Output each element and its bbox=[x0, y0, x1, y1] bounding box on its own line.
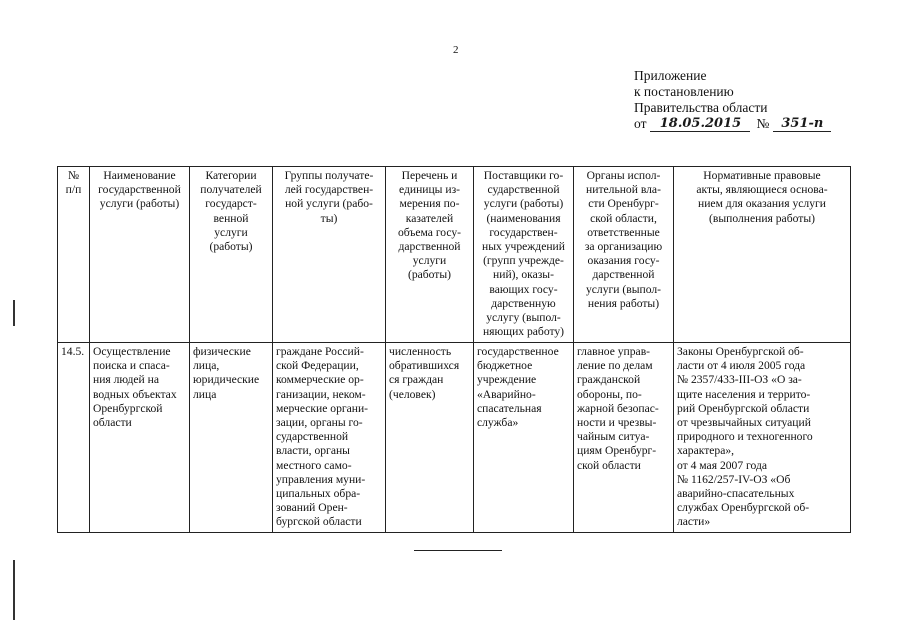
appendix-subtitle: к постановлению bbox=[634, 84, 734, 99]
cell-service-name: Осуществление поиска и спаса- ния людей на водных объектах Оренбургской области bbox=[90, 343, 190, 533]
header-legal-acts: Нормативные правовые акты, являющиеся основа- нием для оказания услуги (выполнения работы) bbox=[674, 167, 851, 343]
appendix-title: Приложение bbox=[634, 68, 707, 83]
cell-recipient-groups: граждане Россий- ской Федерации, коммерческие ор- ганизации, неком- мерческие органи- зации, органы го- сударственной власти, органы местного само- управления муни- ципальных обра- зований Орен- бургской области bbox=[273, 343, 386, 533]
cell-providers: государственное бюджетное учреждение «Аварийно- спасательная служба» bbox=[474, 343, 574, 533]
number-label: № bbox=[756, 116, 770, 131]
header-recipient-groups: Группы получате- лей государствен- ной услуги (рабо- ты) bbox=[273, 167, 386, 343]
cell-responsible-authorities: главное управ- ление по делам гражданской обороны, по- жарной безопас- ности и чрезвы- чайным ситуа- циям Оренбург- ской области bbox=[574, 343, 674, 533]
cell-legal-acts: Законы Оренбургской об- ласти от 4 июля 2005 года № 2357/433-III-ОЗ «О за- щите населения и террито- рий Оренбургской области от чрезвычайных ситуаций природного и техногенного характера», от 4 мая 2007 года № 1162/257-IV-ОЗ «Об аварийно-спасательных службах Оренбургской об- ласти» bbox=[674, 343, 851, 533]
scan-edge-mark bbox=[13, 560, 15, 620]
page-number: 2 bbox=[453, 44, 459, 56]
header-number: № п/п bbox=[58, 167, 90, 343]
handwritten-number: 351-п bbox=[773, 117, 831, 132]
appendix-government: Правительства области bbox=[634, 100, 768, 115]
footer-divider bbox=[414, 550, 502, 551]
header-volume-indicators: Перечень и единицы из- мерения по- казателей объема госу- дарственной услуги (работы) bbox=[386, 167, 474, 343]
table-header-row bbox=[58, 167, 851, 343]
cell-recipient-categories: физические лица, юридические лица bbox=[190, 343, 273, 533]
header-service-name: Наименование государственной услуги (работы) bbox=[90, 167, 190, 343]
services-table bbox=[57, 166, 851, 533]
table-row bbox=[58, 343, 851, 533]
cell-number: 14.5. bbox=[58, 343, 90, 533]
cell-volume-indicators: численность обратившихся ся граждан (человек) bbox=[386, 343, 474, 533]
scan-edge-mark bbox=[13, 300, 15, 326]
header-providers: Поставщики го- сударственной услуги (работы) (наименования государствен- ных учреждений (групп учрежде- ний), оказы- вающих госу- дарственную услугу (выпол- няющих работу) bbox=[474, 167, 574, 343]
header-responsible-authorities: Органы испол- нительной вла- сти Оренбург- ской области, ответственные за организацию оказания госу- дарственной услуги (выпол- нения работы) bbox=[574, 167, 674, 343]
header-recipient-categories: Категории получателей государст- венной услуги (работы) bbox=[190, 167, 273, 343]
appendix-block bbox=[634, 68, 831, 132]
from-label: от bbox=[634, 116, 647, 131]
handwritten-date: 18.05.2015 bbox=[650, 117, 750, 132]
appendix-signature-line bbox=[634, 116, 831, 132]
